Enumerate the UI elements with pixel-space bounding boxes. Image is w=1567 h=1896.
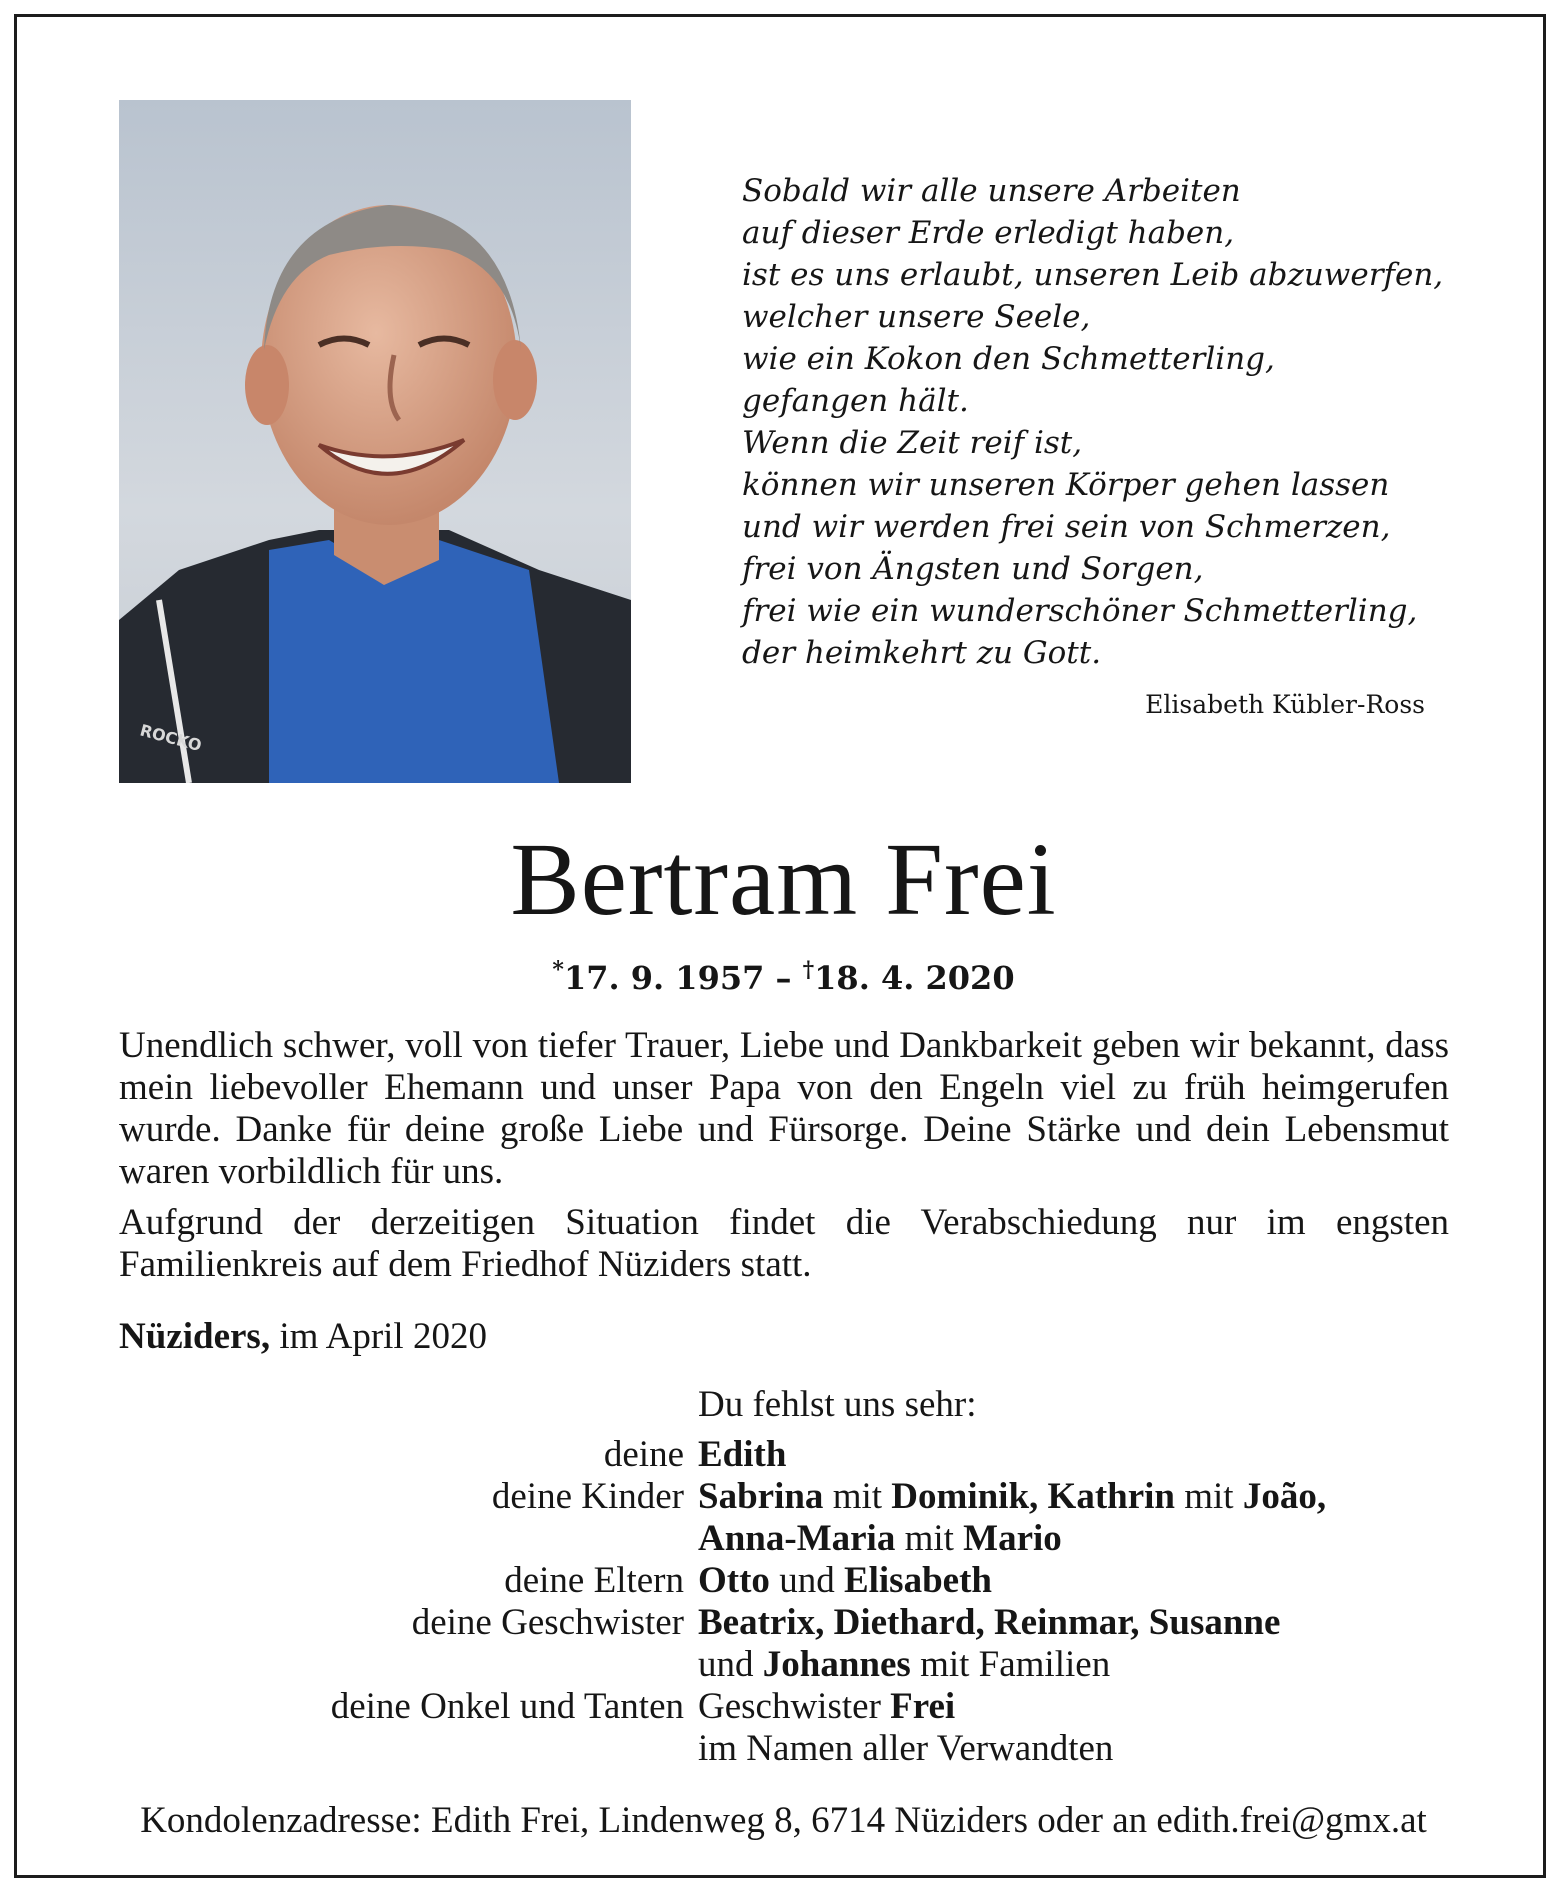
family-label: deine Eltern	[504, 1560, 684, 1601]
birth-date: 17. 9. 1957	[563, 959, 765, 997]
family-name: Elisabeth	[843, 1560, 992, 1601]
poem-line: auf dieser Erde erledigt haben,	[742, 215, 1235, 251]
family-name: Beatrix, Diethard, Reinmar, Susanne	[698, 1602, 1281, 1643]
place-date	[119, 1316, 487, 1358]
family-row-spouse	[0, 1434, 1567, 1476]
portrait-photo	[119, 100, 631, 783]
poem	[742, 170, 1462, 674]
family-name: Frei	[890, 1686, 956, 1727]
family-names	[698, 1644, 1110, 1686]
poem-line: ist es uns erlaubt, unseren Leib abzuwerfen,	[742, 257, 1444, 293]
poem-author: Elisabeth Kübler-Ross	[1145, 690, 1425, 719]
family-label: deine Onkel und Tanten	[330, 1686, 684, 1727]
announcement-paragraph: Unendlich schwer, voll von tiefer Trauer, Liebe und Dankbarkeit geben wir bekannt, dass mein liebevoller Ehemann und unser Papa von den Engeln viel zu früh heimgerufen wurde. Danke für deine große Liebe und Fürsorge. Deine Stärke und dein Lebensmut waren vorbildlich für uns.	[119, 1025, 1449, 1192]
place-month: im April 2020	[270, 1316, 487, 1357]
poem-line: Sobald wir alle unsere Arbeiten	[742, 173, 1241, 209]
family-connector: mit	[895, 1518, 964, 1559]
date-separator: –	[764, 959, 803, 997]
poem-line: können wir unseren Körper gehen lassen	[742, 467, 1390, 503]
family-names	[698, 1476, 1326, 1518]
family-name: Mario	[963, 1518, 1062, 1559]
poem-line: gefangen hält.	[742, 383, 969, 419]
family-names	[698, 1686, 955, 1728]
family-name: João,	[1242, 1476, 1327, 1517]
family-row-relatives	[0, 1686, 1567, 1728]
deceased-name: Bertram Frei	[510, 822, 1057, 937]
poem-line: und wir werden frei sein von Schmerzen,	[742, 509, 1391, 545]
family-names	[698, 1602, 1280, 1644]
family-connector: mit Familien	[910, 1644, 1111, 1685]
family-names	[698, 1434, 786, 1476]
family-connector: mit	[1175, 1476, 1243, 1517]
family-label: deine Kinder	[491, 1476, 684, 1517]
poem-line: frei wie ein wunderschöner Schmetterling,	[742, 593, 1418, 629]
family-name: Dominik, Kathrin	[891, 1476, 1175, 1517]
family-connector: und	[769, 1560, 844, 1601]
poem-line: frei von Ängsten und Sorgen,	[742, 551, 1204, 587]
missed-text: Du fehlst uns sehr:	[698, 1384, 977, 1425]
family-name: Otto	[698, 1560, 770, 1601]
place-town: Nüziders,	[119, 1316, 271, 1357]
death-date: 18. 4. 2020	[814, 959, 1015, 997]
family-names	[698, 1518, 1062, 1560]
svg-text:ROCKO: ROCKO	[137, 720, 204, 756]
family-row-children-2	[0, 1518, 1567, 1560]
family-row-siblings	[0, 1602, 1567, 1644]
family-label: deine	[603, 1434, 684, 1475]
condolence-address: Kondolenzadresse: Edith Frei, Lindenweg 8, 6714 Nüziders oder an edith.frei@gmx.at	[140, 1800, 1427, 1841]
family-connector: Geschwister	[698, 1686, 891, 1727]
family-row-siblings-2	[0, 1644, 1567, 1686]
poem-line: Wenn die Zeit reif ist,	[742, 425, 1083, 461]
family-row-parents	[0, 1560, 1567, 1602]
family-row-relatives-2	[0, 1728, 1567, 1770]
family-names	[698, 1560, 992, 1602]
family-label: deine Geschwister	[411, 1602, 684, 1643]
family-connector: und	[698, 1644, 763, 1685]
family-names: im Namen aller Verwandten	[698, 1728, 1114, 1769]
family-name: Sabrina	[698, 1476, 824, 1517]
life-dates	[0, 948, 1567, 1000]
family-name: Edith	[698, 1434, 787, 1475]
poem-line: der heimkehrt zu Gott.	[742, 635, 1102, 671]
birth-symbol: *	[552, 957, 564, 983]
death-symbol: †	[802, 957, 815, 983]
funeral-info-paragraph: Aufgrund der derzeitigen Situation findet die Verabschiedung nur im engsten Familienkreis auf dem Friedhof Nüziders statt.	[119, 1202, 1449, 1285]
poem-line: welcher unsere Seele,	[742, 299, 1091, 335]
family-row-children	[0, 1476, 1567, 1518]
family-name: Anna-Maria	[698, 1518, 896, 1559]
family-name: Johannes	[762, 1644, 911, 1685]
poem-line: wie ein Kokon den Schmetterling,	[742, 341, 1275, 377]
family-connector: mit	[823, 1476, 892, 1517]
portrait-illustration	[119, 100, 631, 783]
